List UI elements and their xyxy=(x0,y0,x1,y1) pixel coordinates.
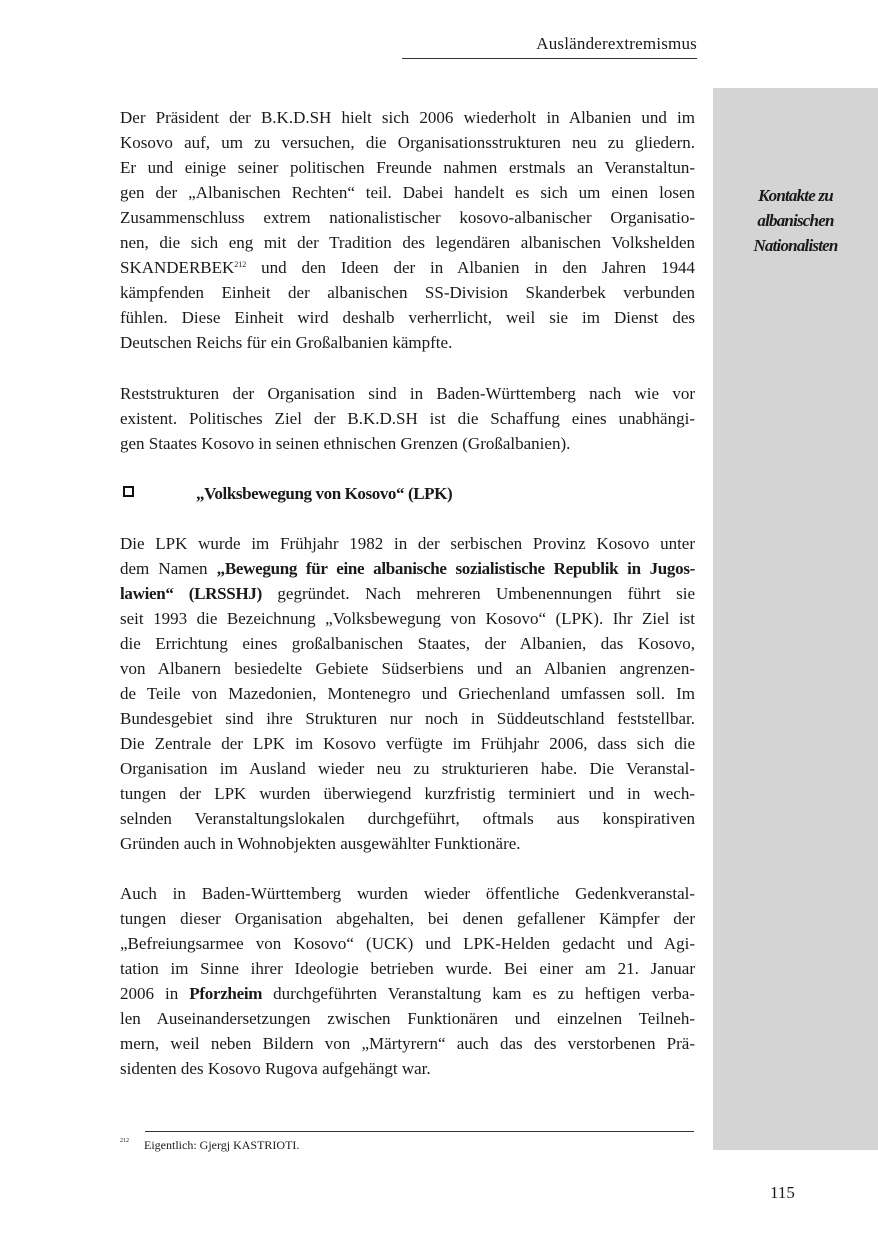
text-line: fühlen. Diese Einheit wird deshalb verherrlicht, weil sie im Dienst des xyxy=(120,308,695,327)
text-line: Er und einige seiner politischen Freunde nahmen erstmals an Veranstaltun- xyxy=(120,158,695,177)
text-line: selnden Veranstaltungslokalen durchgeführt, oftmals aus konspirativen xyxy=(120,809,695,828)
text-line: Kosovo auf, um zu versuchen, die Organisationsstrukturen neu zu gliedern. xyxy=(120,133,695,152)
organization-name-bold: „Bewegung für eine albanische sozialistische Republik in Jugos- xyxy=(216,559,696,578)
text-line: gen Staates Kosovo in seinen ethnischen Grenzen (Großalbanien). xyxy=(120,434,571,453)
paragraph-3 xyxy=(120,531,695,856)
text-run: und den Ideen der in Albanien in den Jahren 1944 xyxy=(246,258,695,277)
text-line: tungen der LPK wurden überwiegend kurzfristig terminiert und in wech- xyxy=(120,784,695,803)
text-line: Reststrukturen der Organisation sind in Baden-Württemberg nach wie vor xyxy=(120,384,695,403)
text-line: Der Präsident der B.K.D.SH hielt sich 2006 wiederholt in Albanien und im xyxy=(120,108,695,127)
text-line: von Albanern besiedelte Gebiete Südserbiens und an Albanien angrenzen- xyxy=(120,659,695,678)
text-line: gen der „Albanischen Rechten“ teil. Dabei handelt es sich um einen losen xyxy=(120,183,695,202)
paragraph-1 xyxy=(120,105,695,355)
footnote-rule xyxy=(145,1131,694,1132)
sidebar-label xyxy=(713,183,878,258)
text-run: dem Namen xyxy=(120,559,217,578)
text-line: Zusammenschluss extrem nationalistischer kosovo-albanischer Organisatio- xyxy=(120,208,695,227)
text-line: de Teile von Mazedonien, Montenegro und Griechenland umfassen soll. Im xyxy=(120,684,695,703)
text-line: nen, die sich eng mit der Tradition des legendären albanischen Volkshelden xyxy=(120,233,695,252)
text-line: mern, weil neben Bildern von „Märtyrern“ auch das des verstorbenen Prä- xyxy=(120,1034,695,1053)
text-run: gegründet. Nach mehreren Umbenennungen führt sie xyxy=(261,584,695,603)
text-line: Die Zentrale der LPK im Kosovo verfügte im Frühjahr 2006, dass sich die xyxy=(120,734,695,753)
footnote-number: 212 xyxy=(120,1138,129,1144)
organization-name-bold: lawien“ (LRSSHJ) xyxy=(120,584,262,603)
place-name-bold: Pforzheim xyxy=(189,984,263,1003)
section-heading xyxy=(120,481,695,506)
text-line: tation im Sinne ihrer Ideologie betrieben wurde. Bei einer am 21. Januar xyxy=(120,959,695,978)
text-line: kämpfenden Einheit der albanischen SS-Division Skanderbek verbunden xyxy=(120,283,695,302)
text-line xyxy=(120,255,695,280)
text-run: durchgeführten Veranstaltung kam es zu heftigen verba- xyxy=(262,984,695,1003)
text-line: „Befreiungsarmee von Kosovo“ (UCK) und LPK-Helden gedacht und Agi- xyxy=(120,934,695,953)
text-line: existent. Politisches Ziel der B.K.D.SH ist die Schaffung eines unabhängi- xyxy=(120,409,695,428)
sidebar-label-line: albanischen xyxy=(757,211,834,230)
header-rule xyxy=(402,58,697,59)
text-line: tungen dieser Organisation abgehalten, bei denen gefallener Kämpfer der xyxy=(120,909,695,928)
text-line: len Auseinandersetzungen zwischen Funktionären und einzelnen Teilneh- xyxy=(120,1009,695,1028)
text-run: 2006 in xyxy=(120,984,190,1003)
text-line xyxy=(120,556,695,581)
page-number: 115 xyxy=(770,1183,795,1202)
text-line: Organisation im Ausland wieder neu zu strukturieren habe. Die Veranstal- xyxy=(120,759,695,778)
text-line: Bundesgebiet sind ihre Strukturen nur noch in Süddeutschland feststellbar. xyxy=(120,709,695,728)
text-line: Die LPK wurde im Frühjahr 1982 in der serbischen Provinz Kosovo unter xyxy=(120,534,695,553)
text-run: SKANDERBEK xyxy=(120,258,235,277)
text-line: Gründen auch in Wohnobjekten ausgewählter Funktionäre. xyxy=(120,834,521,853)
paragraph-2 xyxy=(120,381,695,456)
text-line xyxy=(120,981,695,1006)
text-line: sidenten des Kosovo Rugova aufgehängt war. xyxy=(120,1059,431,1078)
section-heading-text: „Volksbewegung von Kosovo“ (LPK) xyxy=(196,484,453,503)
running-head: Ausländerextremismus xyxy=(536,34,697,53)
sidebar-label-line: Kontakte zu xyxy=(758,186,833,205)
footnote-text: Eigentlich: Gjergj KASTRIOTI. xyxy=(144,1138,300,1152)
text-line: die Errichtung eines großalbanischen Staates, der Albanien, das Kosovo, xyxy=(120,634,695,653)
sidebar-label-line: Nationalisten xyxy=(753,236,838,255)
text-line xyxy=(120,581,695,606)
text-line: Auch in Baden-Württemberg wurden wieder öffentliche Gedenkveranstal- xyxy=(120,884,695,903)
text-line: seit 1993 die Bezeichnung „Volksbewegung von Kosovo“ (LPK). Ihr Ziel ist xyxy=(120,609,695,628)
checkbox-bullet-icon xyxy=(123,486,134,497)
footnote-reference[interactable]: 212 xyxy=(234,260,247,269)
margin-sidebar xyxy=(713,88,878,1150)
text-line: Deutschen Reichs für ein Großalbanien kämpfte. xyxy=(120,333,453,352)
paragraph-4 xyxy=(120,881,695,1081)
